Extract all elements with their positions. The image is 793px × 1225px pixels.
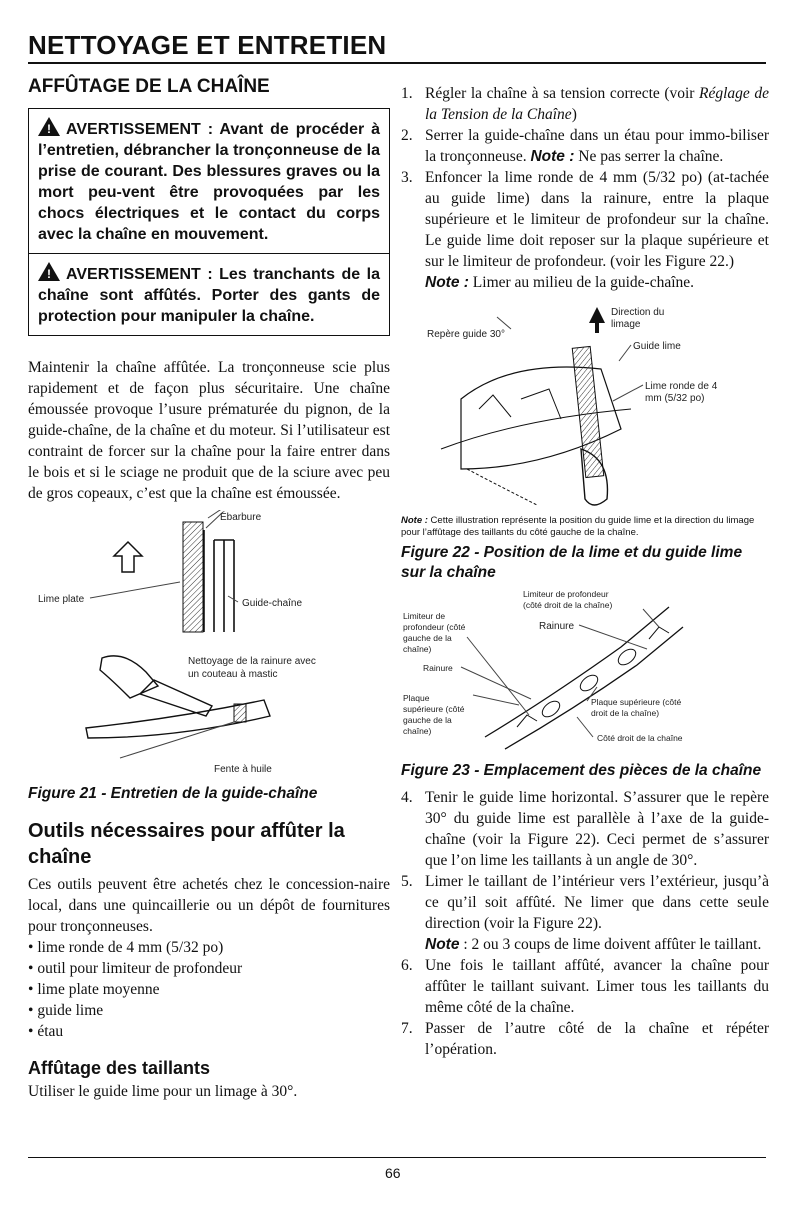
figure-21-illustration <box>28 510 390 782</box>
putty-knife-blade <box>140 680 212 716</box>
figure-22-illustration <box>401 299 769 511</box>
label-lim-gauche-1: Limiteur de <box>403 611 446 621</box>
tools-title: Outils nécessaires pour affûter la chaîne <box>28 820 345 868</box>
list-item: • étau <box>28 1021 390 1042</box>
chain-edge-upper <box>505 627 683 749</box>
label-repere-guide: Repère guide 30° <box>427 329 505 340</box>
steps-list-a <box>401 83 769 293</box>
list-item: • lime ronde de 4 mm (5/32 po) <box>28 937 390 958</box>
section-title-chain-sharpening: AFFÛTAGE DE LA CHAÎNE <box>28 76 270 97</box>
figure-22-note: Note : Cette illustration représente la position du guide lime et la direction du limage pour l’affûtage des taillants du côté gauche de la chaîne. <box>401 515 755 538</box>
label-cote-droit: Côté droit de la chaîne <box>597 733 683 743</box>
warning-icon <box>38 117 60 136</box>
label-plaque-d-2: droit de la chaîne) <box>591 708 660 718</box>
sharpen-title: Affûtage des taillants <box>28 1058 211 1078</box>
left-column <box>28 72 390 1102</box>
list-item: 7. Passer de l’autre côté de la chaîne et répéter l’opération. <box>401 1020 769 1058</box>
list-item: • lime plate moyenne <box>28 979 390 1000</box>
intro-paragraph: Maintenir la chaîne affûtée. La tronçonneuse scie plus rapidement et de façon plus sécuritaire. Une chaîne émoussée provoque l’usure prématurée du pignon, de la guide-chaîne, de la chaîne et du moteur. Si l’utilisateur est contraint de forcer sur la chaîne pour la faire entrer dans le bois et si le sciage ne produit que de la sciure avec peu de gros copeaux, c’est que la chaîne est émoussée. <box>28 359 390 502</box>
guide-bar-rails <box>204 530 234 632</box>
label-plaque-d-1: Plaque supérieure (côté <box>591 697 682 707</box>
label-rainure-top: Rainure <box>539 621 575 632</box>
putty-knife-handle <box>100 656 158 698</box>
label-plaque-g-1: Plaque <box>403 693 430 703</box>
list-item: • guide lime <box>28 1000 390 1021</box>
warning-sharp: !AVERTISSEMENT : Les tranchants de la chaîne sont affûtés. Porter des gants de protection pour manipuler la chaîne. <box>28 254 390 336</box>
figure-23-caption: Figure 23 - Emplacement des pièces de la chaîne <box>401 762 762 779</box>
label-nettoyage-1: Nettoyage de la rainure avec <box>188 656 316 667</box>
label-lim-droit-1: Limiteur de profondeur <box>523 589 609 599</box>
page-number: 66 <box>385 1165 401 1181</box>
label-rainure-mid: Rainure <box>423 663 453 673</box>
label-direction-1: Direction du <box>611 307 665 318</box>
label-guide-lime: Guide lime <box>633 341 681 352</box>
title-rule <box>28 62 766 64</box>
label-plaque-g-4: chaîne) <box>403 726 432 736</box>
tools-intro: Ces outils peuvent être achetés chez le concession-naire local, dans une quincaillerie ou un dépôt de fournitures pour tronçonneuses. <box>28 876 390 935</box>
arrow-up-icon <box>589 307 605 333</box>
label-lime-ronde-1: Lime ronde de 4 <box>645 381 718 392</box>
tools-list <box>28 937 390 1042</box>
label-lime-ronde-2: mm (5/32 po) <box>645 393 705 404</box>
label-lim-gauche-2: profondeur (côté <box>403 622 466 632</box>
list-item: • outil pour limiteur de profondeur <box>28 958 390 979</box>
arrow-up-icon <box>114 542 142 572</box>
warning-icon <box>38 262 60 281</box>
list-item: 5. Limer le taillant de l’intérieur vers l’extérieur, jusqu’à ce qu’il soit affûté. Ne limer que dans cette seule direction (voir la Figure 22). Note : 2 ou 3 coups de lime doivent affûter le taillant. <box>401 873 769 953</box>
oil-hole-shape <box>234 704 246 722</box>
page-title: NETTOYAGE ET ENTRETIEN <box>28 30 387 60</box>
warning-box <box>28 108 390 336</box>
sharpen-text: Utiliser le guide lime pour un limage à 30°. <box>28 1083 298 1100</box>
list-item: 1. Régler la chaîne à sa tension correcte (voir Réglage de la Tension de la Chaîne) <box>401 85 769 123</box>
list-item: 2. Serrer la guide-chaîne dans un étau pour immo-biliser la tronçonneuse. Note : Ne pas serrer la chaîne. <box>401 127 769 165</box>
figure-23-illustration <box>401 587 769 759</box>
figure-22-caption: Figure 22 - Position de la lime et du guide lime sur la chaîne <box>401 544 743 581</box>
list-item: 3. Enfoncer la lime ronde de 4 mm (5/32 po) (at-tachée au guide lime) dans la rainure, entre la plaque supérieure et le limiteur de profondeur sur la chaîne. Le guide lime doit reposer sur la plaque supérieure et sur le limiteur de profondeur. (voir les Figure 22.) Note : Limer au milieu de la guide-chaîne. <box>401 169 769 291</box>
label-lim-gauche-3: gauche de la <box>403 633 452 643</box>
warning-electric: !AVERTISSEMENT : Avant de procéder à l’entretien, débrancher la tronçonneuse de la prise de courant. Des blessures graves ou la mort peu-vent être provoquées par les chocs électriques et le contact du corps avec la chaîne en mouvement. <box>28 108 390 254</box>
right-column <box>401 83 769 1060</box>
figure-21-caption: Figure 21 - Entretien de la guide-chaîne <box>28 785 318 802</box>
label-fente-huile: Fente à huile <box>214 764 272 775</box>
label-ebarbure: Ébarbure <box>220 512 262 523</box>
flat-file-shape <box>183 522 203 632</box>
label-lime-plate: Lime plate <box>38 594 85 605</box>
list-item: 6. Une fois le taillant affûté, avancer la chaîne pour affûter le taillant suivant. Limer tous les taillants du même côté de la chaîne. <box>401 957 769 1016</box>
label-nettoyage-2: un couteau à mastic <box>188 669 278 680</box>
label-plaque-g-2: supérieure (côté <box>403 704 465 714</box>
label-direction-2: limage <box>611 319 641 330</box>
list-item: 4. Tenir le guide lime horizontal. S’assurer que le repère 30° du guide lime est parallèle à l’axe de la guide-chaîne (voir la Figure 22). Ceci permet de s’assurer que l’on lime les taillants à un angle de 30°. <box>401 789 769 869</box>
label-lim-droit-2: (côté droit de la chaîne) <box>523 600 613 610</box>
steps-list-b <box>401 787 769 1060</box>
label-plaque-g-3: gauche de la <box>403 715 452 725</box>
footer-rule <box>28 1157 766 1158</box>
label-guide-chaine: Guide-chaîne <box>242 598 303 609</box>
label-lim-gauche-4: chaîne) <box>403 644 432 654</box>
